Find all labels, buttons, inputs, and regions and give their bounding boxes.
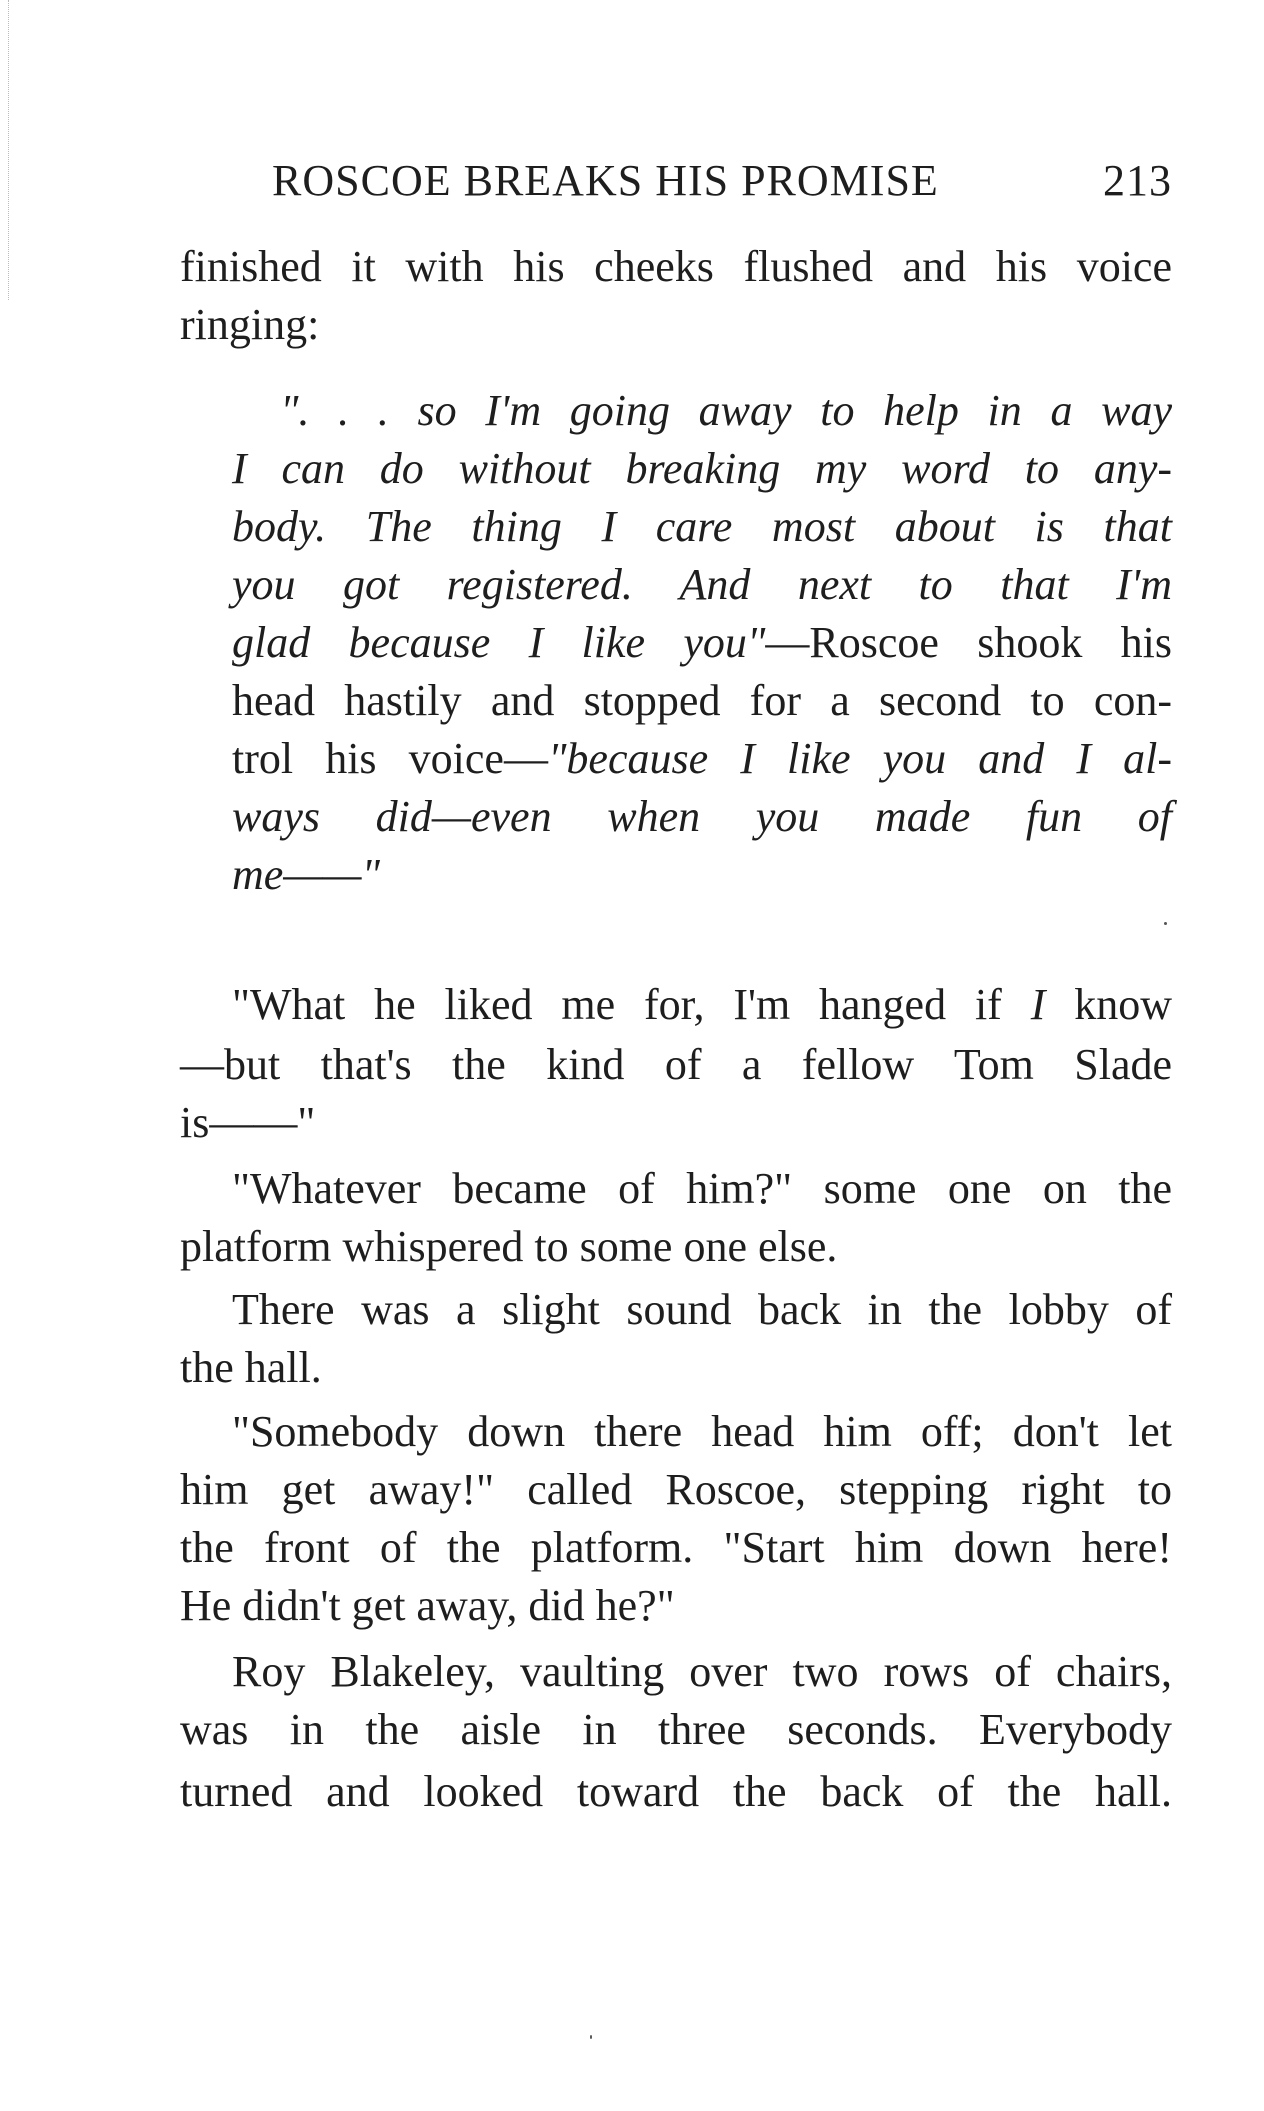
quote-italic: glad because I like you" bbox=[232, 618, 766, 667]
text-line: "Somebody down there head him off; don't let bbox=[232, 1407, 1172, 1456]
scan-margin-marks bbox=[8, 0, 13, 300]
quote-roman: trol his voice— bbox=[232, 734, 548, 783]
text-line: the hall. bbox=[180, 1343, 322, 1392]
text-line: the front of the platform. "Start him down here! bbox=[180, 1523, 1172, 1572]
text-run: "What he liked me for, I'm hanged if bbox=[232, 980, 1031, 1029]
quote-line: you got registered. And next to that I'm bbox=[232, 560, 1172, 609]
scan-speck bbox=[590, 2035, 592, 2039]
text-line: was in the aisle in three seconds. Everybody bbox=[180, 1705, 1172, 1754]
text-line: is——" bbox=[180, 1098, 316, 1147]
text-line: There was a slight sound back in the lobby of bbox=[232, 1285, 1172, 1334]
quote-line: I can do without breaking my word to any- bbox=[232, 444, 1172, 493]
page-number: 213 bbox=[1103, 156, 1172, 205]
text-line: finished it with his cheeks flushed and his voice bbox=[180, 242, 1172, 291]
text-line bbox=[232, 976, 1172, 1034]
text-line: him get away!" called Roscoe, stepping right to bbox=[180, 1465, 1172, 1514]
text-italic: I bbox=[1030, 980, 1046, 1029]
quote-roman: —Roscoe shook his bbox=[765, 618, 1173, 667]
text-line: He didn't get away, did he?" bbox=[180, 1581, 675, 1630]
text-line: Roy Blakeley, vaulting over two rows of chairs, bbox=[232, 1647, 1172, 1696]
text-run: know bbox=[1045, 980, 1172, 1029]
text-line: platform whispered to some one else. bbox=[180, 1222, 838, 1271]
page-header bbox=[272, 155, 1172, 215]
quote-line: ". . . so I'm going away to help in a way bbox=[280, 386, 1172, 435]
quote-italic: "because I like you and I al- bbox=[547, 734, 1173, 783]
quote-line: me——" bbox=[232, 850, 381, 899]
scan-speck bbox=[1164, 922, 1167, 925]
quote-line bbox=[232, 614, 1172, 672]
quote-line: body. The thing I care most about is that bbox=[232, 502, 1172, 551]
text-line: —but that's the kind of a fellow Tom Slade bbox=[180, 1040, 1172, 1089]
quote-line bbox=[232, 730, 1172, 788]
text-line: ringing: bbox=[180, 300, 320, 349]
text-line: turned and looked toward the back of the hall. bbox=[180, 1767, 1172, 1816]
running-head: ROSCOE BREAKS HIS PROMISE bbox=[272, 156, 939, 205]
quote-line: ways did—even when you made fun of bbox=[232, 792, 1172, 841]
quote-line: head hastily and stopped for a second to con- bbox=[232, 676, 1172, 725]
text-line: "Whatever became of him?" some one on the bbox=[232, 1164, 1172, 1213]
